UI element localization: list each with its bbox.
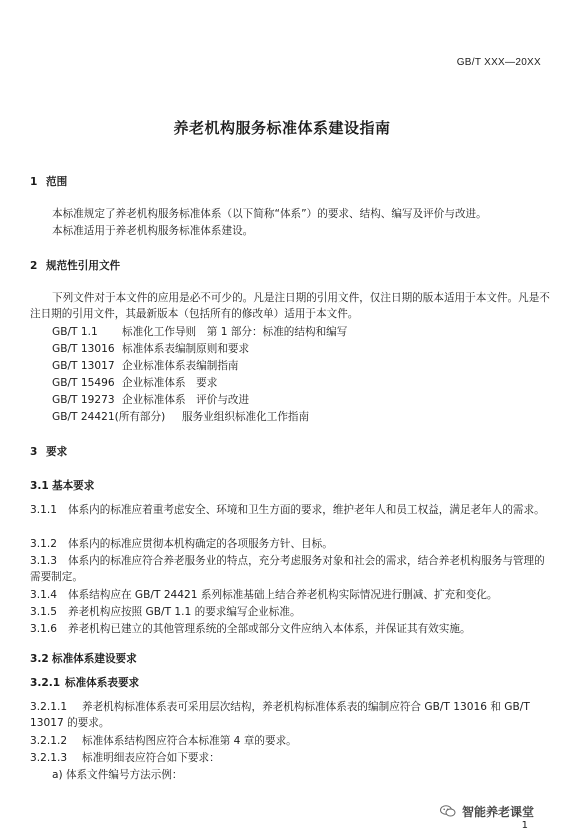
paragraph: 下列文件对于本文件的应用是必不可少的。凡是注日期的引用文件，仅注日期的版本适用于本文件。凡是不注日期的引用文件，其最新版本（包括所有的修改单）适用于本文件。: [30, 292, 550, 320]
clause-item: [30, 750, 552, 766]
clause-text: 体系结构应在 GB/T 24421 系列标准基础上结合养老机构实际情况进行删减、扩充和变化。: [68, 589, 498, 601]
paragraph: 本标准适用于养老机构服务标准体系建设。: [52, 225, 254, 237]
section-number: 3.1: [30, 480, 49, 492]
reference-title: 标准化工作导则 第 1 部分：标准的结构和编写: [122, 326, 348, 338]
reference-title: 服务业组织标准化工作指南: [182, 411, 310, 423]
reference-code: GB/T 15496: [52, 377, 115, 389]
section-title: 范围: [46, 176, 68, 188]
reference-code: GB/T 24421(所有部分): [52, 411, 166, 423]
clause-text: 标准明细表应符合如下要求：: [82, 752, 220, 764]
wechat-icon: [440, 805, 456, 817]
subsection-3-1-heading: [30, 478, 94, 494]
reference-item: [52, 409, 309, 425]
section-title: 要求: [46, 446, 68, 458]
list-item-a: a) 体系文件编号方法示例：: [52, 769, 183, 781]
reference-title: 企业标准体系 要求: [122, 377, 218, 389]
section-title: 基本要求: [52, 480, 95, 492]
section-number: 3.2: [30, 653, 49, 665]
reference-item: [52, 358, 239, 374]
reference-item: [52, 375, 217, 391]
page-number: 1: [521, 820, 528, 831]
reference-code: GB/T 13016: [52, 343, 115, 355]
clause-item: [30, 699, 552, 731]
clause-text: 标准体系结构图应符合本标准第 4 章的要求。: [82, 735, 297, 747]
section-1-heading: [30, 174, 67, 190]
section-title: 标准体系表要求: [65, 677, 140, 689]
clause-number: 3.1.6: [30, 623, 57, 635]
reference-item: [52, 341, 249, 357]
clause-item: [30, 553, 552, 585]
clause-text: 养老机构应按照 GB/T 1.1 的要求编写企业标准。: [68, 606, 301, 618]
paragraph: 本标准规定了养老机构服务标准体系（以下简称“体系”）的要求、结构、编写及评价与改进。: [52, 208, 487, 220]
clause-item: [30, 621, 552, 637]
clause-item: [30, 536, 552, 552]
section-2-heading: [30, 258, 120, 274]
subsection-3-2-heading: [30, 651, 137, 667]
reference-title: 企业标准体系表编制指南: [122, 360, 239, 372]
standard-code: GB/T XXX—20XX: [456, 57, 541, 68]
clause-number: 3.2.1.1: [30, 701, 68, 713]
clause-number: 3.2.1.2: [30, 735, 68, 747]
clause-number: 3.2.1.3: [30, 752, 68, 764]
section-number: 1: [30, 176, 38, 188]
watermark: [440, 804, 534, 820]
subsection-3-2-1-heading: [30, 675, 139, 691]
clause-text: 体系内的标准应贯彻本机构确定的各项服务方针、目标。: [68, 538, 333, 550]
section-number: 2: [30, 260, 38, 272]
document-title: 养老机构服务标准体系建设指南: [173, 119, 391, 137]
clause-number: 3.1.4: [30, 589, 57, 601]
clause-item: [30, 604, 552, 620]
reference-code: GB/T 19273: [52, 394, 115, 406]
clause-item: [30, 587, 552, 603]
section-title: 标准体系建设要求: [52, 653, 137, 665]
reference-item: [52, 392, 249, 408]
reference-code: GB/T 13017: [52, 360, 115, 372]
clause-item: [30, 502, 552, 518]
clause-text: 体系内的标准应符合养老服务业的特点，充分考虑服务对象和社会的需求，结合养老机构服务与管理的需要制定。: [30, 555, 545, 583]
section-3-heading: [30, 444, 67, 460]
section-title: 规范性引用文件: [46, 260, 121, 272]
reference-item: [52, 324, 347, 340]
section-number: 3: [30, 446, 38, 458]
clause-number: 3.1.3: [30, 555, 57, 567]
watermark-text: 智能养老课堂: [461, 805, 534, 819]
clause-number: 3.1.1: [30, 504, 57, 516]
clause-text: 养老机构标准体系表可采用层次结构，养老机构标准体系表的编制应符合 GB/T 13016 和 GB/T 13017 的要求。: [30, 701, 530, 729]
clause-text: 体系内的标准应着重考虑安全、环境和卫生方面的要求，维护老年人和员工权益，满足老年人的需求。: [68, 504, 545, 516]
reference-title: 企业标准体系 评价与改进: [122, 394, 250, 406]
reference-title: 标准体系表编制原则和要求: [122, 343, 250, 355]
clause-text: 养老机构已建立的其他管理系统的全部或部分文件应纳入本体系，并保证其有效实施。: [68, 623, 471, 635]
clause-number: 3.1.2: [30, 538, 57, 550]
section-number: 3.2.1: [30, 677, 61, 689]
clause-number: 3.1.5: [30, 606, 57, 618]
clause-item: [30, 733, 552, 749]
reference-code: GB/T 1.1: [52, 326, 98, 338]
